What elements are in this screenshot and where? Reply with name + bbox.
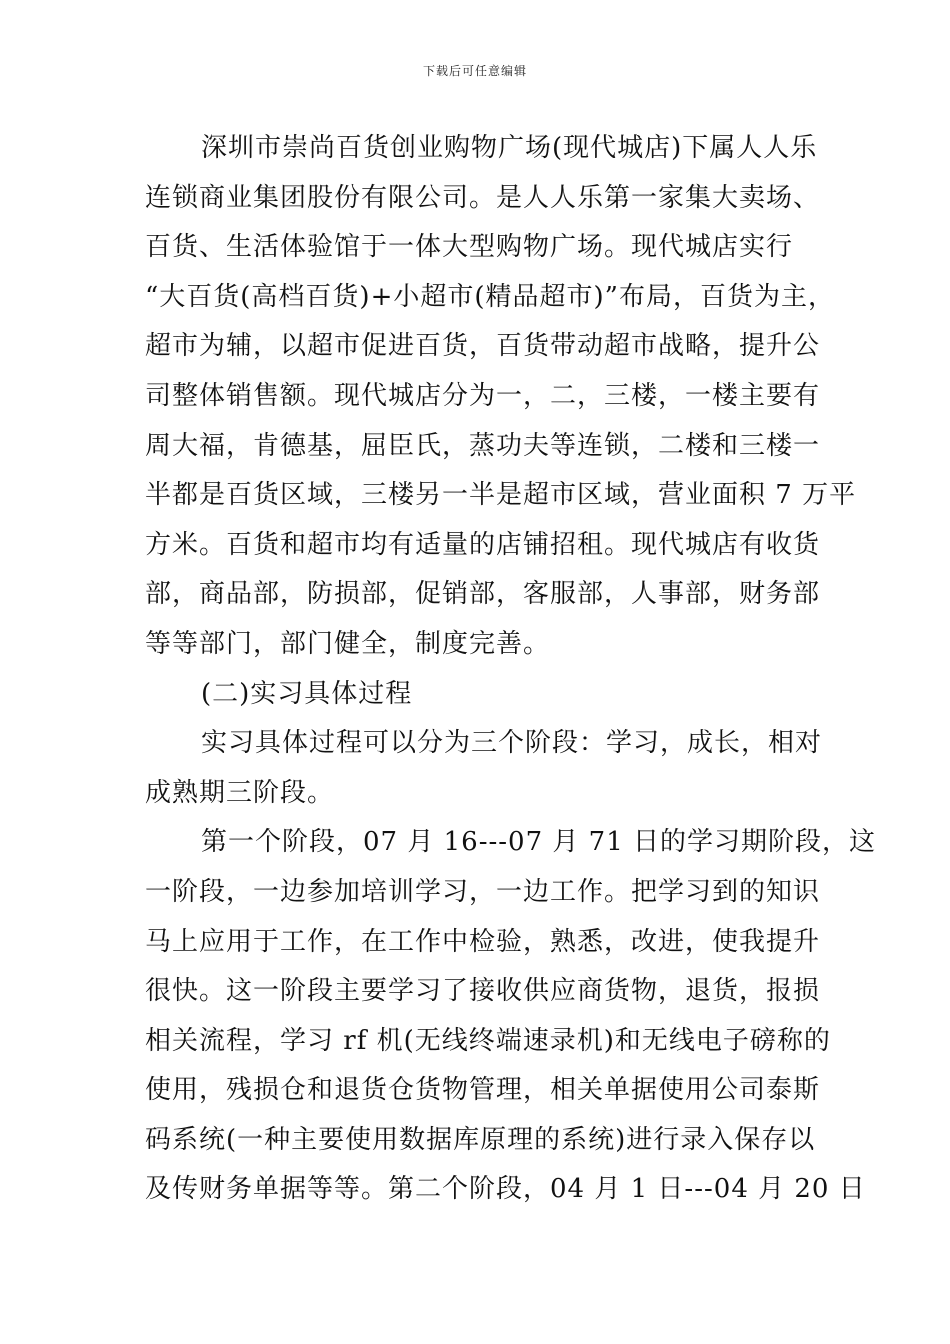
- text-line: 深圳市崇尚百货创业购物广场(现代城店)下属人人乐: [201, 133, 818, 163]
- text-line: 等等部门，部门健全，制度完善。: [145, 628, 551, 659]
- page-header: 下载后可任意编辑: [422, 64, 527, 78]
- text-line: 马上应用于工作，在工作中检验，熟悉，改进，使我提升: [145, 926, 821, 957]
- text-line: 使用，残损仓和退货仓货物管理，相关单据使用公司泰斯: [145, 1075, 821, 1106]
- text-line: 实习具体过程可以分为三个阶段：学习，成长，相对: [201, 728, 823, 759]
- document-body: [145, 124, 877, 1215]
- text-line: 周大福，肯德基，屈臣氏，蒸功夫等连锁，二楼和三楼一: [145, 430, 821, 461]
- text-line: 半都是百货区域，三楼另一半是超市区域，营业面积 7 万平: [145, 480, 857, 511]
- text-line: 很快。这一阶段主要学习了接收供应商货物，退货，报损: [145, 976, 821, 1007]
- text-line: “大百货(高档百货)+小超市(精品超市)”布局，百货为主，: [145, 281, 835, 312]
- section-heading: (二)实习具体过程: [201, 678, 413, 709]
- text-line: 超市为辅，以超市促进百货，百货带动超市战略，提升公: [145, 331, 821, 362]
- text-line: 第一个阶段，07 月 16---07 月 71 日的学习期阶段，这: [201, 827, 877, 858]
- text-line: 成熟期三阶段。: [145, 777, 335, 808]
- text-line: 百货、生活体验馆于一体大型购物广场。现代城店实行: [145, 232, 794, 263]
- text-line: 码系统(一种主要使用数据库原理的系统)进行录入保存以: [145, 1124, 816, 1155]
- text-line: 一阶段，一边参加培训学习，一边工作。把学习到的知识: [145, 876, 821, 907]
- text-line: 方米。百货和超市均有适量的店铺招租。现代城店有收货: [145, 529, 821, 560]
- text-line: 部，商品部，防损部，促销部，客服部，人事部，财务部: [145, 579, 821, 610]
- text-line: 及传财务单据等等。第二个阶段，04 月 1 日---04 月 20 日: [145, 1174, 866, 1205]
- text-line: 相关流程，学习 rf 机(无线终端速录机)和无线电子磅称的: [145, 1025, 831, 1056]
- text-line: 连锁商业集团股份有限公司。是人人乐第一家集大卖场、: [145, 182, 821, 213]
- text-line: 司整体销售额。现代城店分为一，二，三楼，一楼主要有: [145, 380, 821, 411]
